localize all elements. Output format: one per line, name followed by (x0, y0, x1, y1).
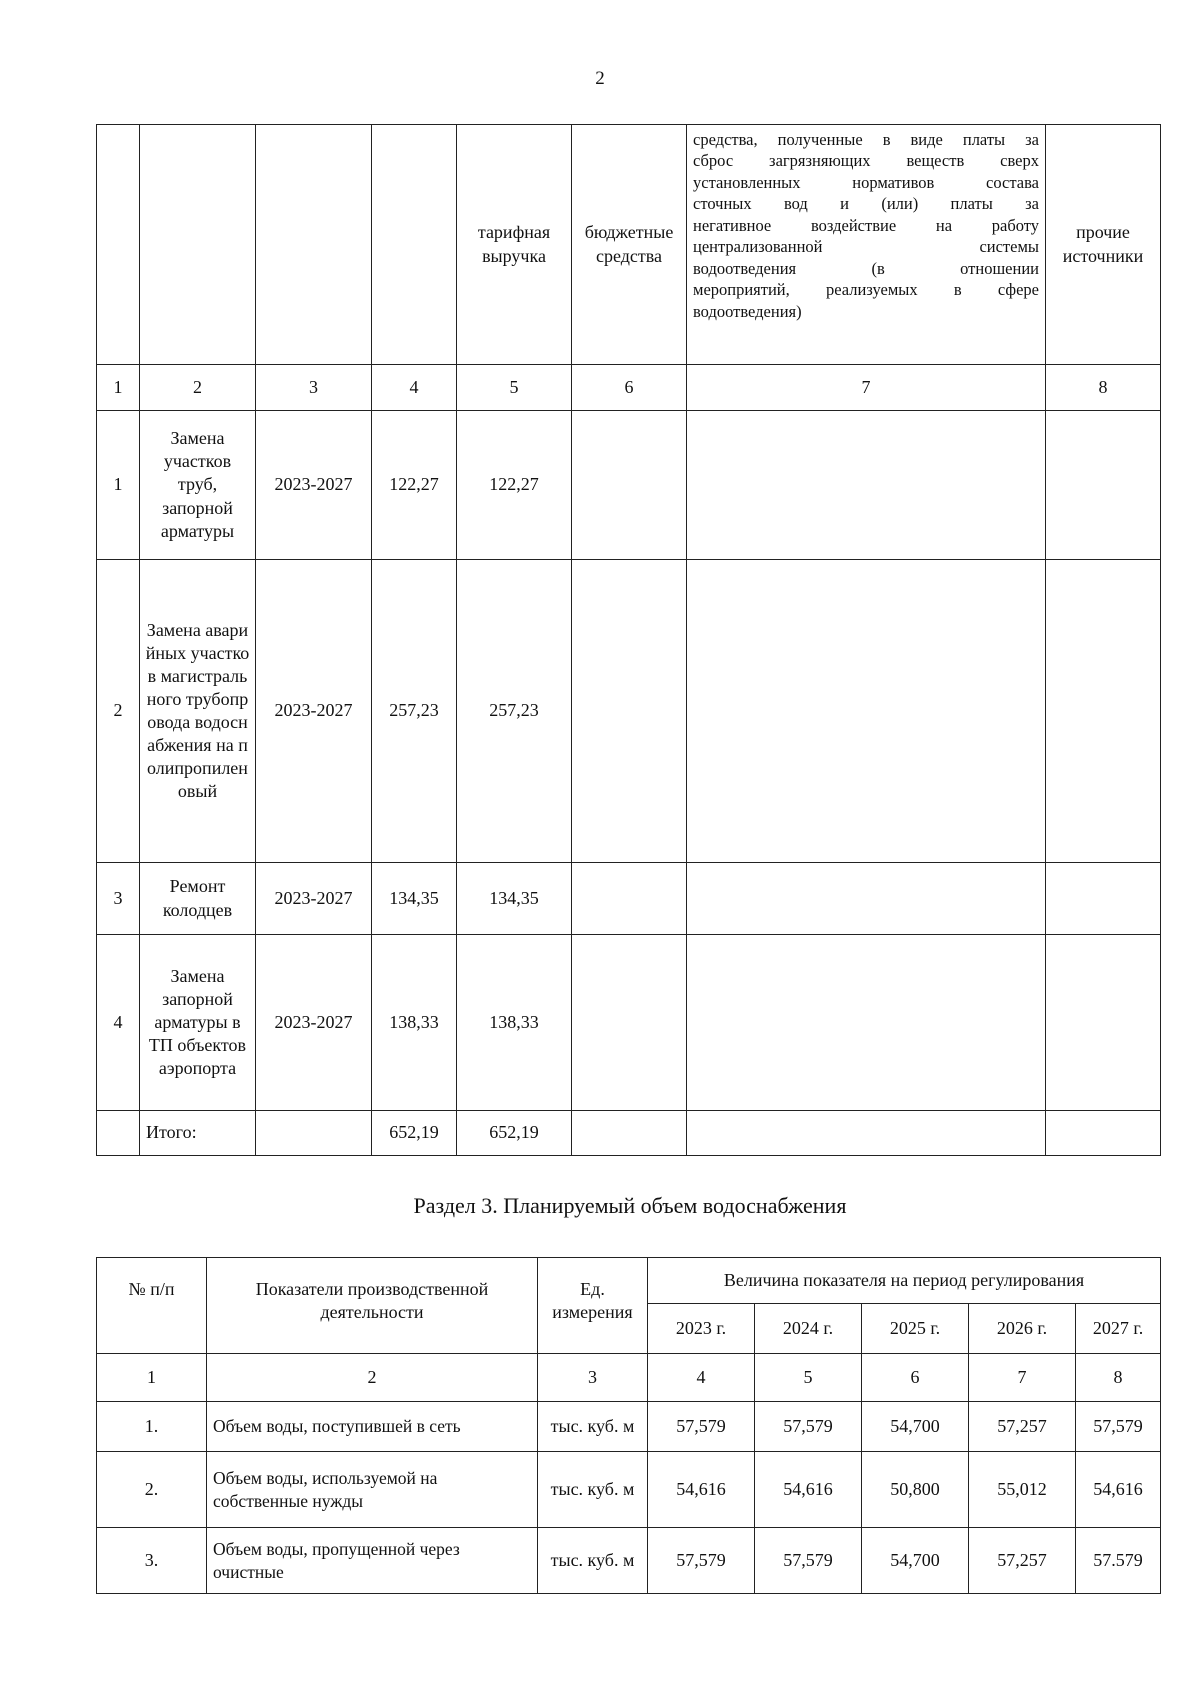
measure-name: Замена участков труб, запорной арматуры (140, 411, 256, 560)
measure-name: Замена запорной арматуры в ТП объектов аэропорта (140, 935, 256, 1111)
header-num: № п/п (97, 1258, 207, 1354)
column-number-row: 1 2 3 4 5 6 7 8 (97, 365, 1161, 411)
header-year: 2026 г. (969, 1304, 1076, 1354)
header-other-sources: прочие источники (1046, 125, 1161, 365)
header-tariff-revenue: тарифная выручка (457, 125, 572, 365)
table-row: 4 Замена запорной арматуры в ТП объектов аэропорта 2023-2027 138,33 138,33 (97, 935, 1161, 1111)
measure-name: Ремонт колодцев (140, 863, 256, 935)
table-row: 2. Объем воды, используемой на собственные нужды тыс. куб. м 54,616 54,616 50,800 55,012 54,616 (97, 1452, 1161, 1528)
total-row: Итого: 652,19 652,19 (97, 1111, 1161, 1156)
header-unit: Ед. измерения (538, 1258, 648, 1354)
total-label: Итого: (140, 1111, 256, 1156)
table-row: 1. Объем воды, поступившей в сеть тыс. куб. м 57,579 57,579 54,700 57,257 57,579 (97, 1402, 1161, 1452)
table-row: 3 Ремонт колодцев 2023-2027 134,35 134,35 (97, 863, 1161, 935)
header-value-group: Величина показателя на период регулирования (648, 1258, 1161, 1304)
measure-name: Замена аварийных участков магистрального трубопровода водоснабжения на полипропиленовый (140, 560, 256, 863)
investment-funding-table (96, 124, 1161, 1156)
table-row: 1 Замена участков труб, запорной арматуры 2023-2027 122,27 122,27 (97, 411, 1161, 560)
water-supply-volume-table (96, 1257, 1161, 1594)
table-row: 2 Замена аварийных участков магистрального трубопровода водоснабжения на полипропиленовый 2023-2027 257,23 257,23 (97, 560, 1161, 863)
header-budget-funds: бюджетные средства (572, 125, 687, 365)
page-number: 2 (595, 68, 605, 89)
table-header-row (97, 125, 1161, 365)
header-year: 2023 г. (648, 1304, 755, 1354)
table-header-row (97, 1258, 1161, 1304)
header-year: 2024 г. (755, 1304, 862, 1354)
header-fee-funds: средства, полученные в виде платы за сброс загрязняющих веществ сверх установленных нормативов состава сточных вод и (или) платы за негативное воздействие на работу централизованной системы водоотведения (в отношении мероприятий, реализуемых в сфере водоотведения) (687, 125, 1046, 365)
header-year: 2027 г. (1076, 1304, 1161, 1354)
column-number-row: 1 2 3 4 5 6 7 8 (97, 1354, 1161, 1402)
header-year: 2025 г. (862, 1304, 969, 1354)
table-row: 3. Объем воды, пропущенной через очистные тыс. куб. м 57,579 57,579 54,700 57,257 57.579 (97, 1528, 1161, 1594)
section-title: Раздел 3. Планируемый объем водоснабжения (413, 1193, 847, 1218)
header-indicator: Показатели производственной деятельности (207, 1258, 538, 1354)
